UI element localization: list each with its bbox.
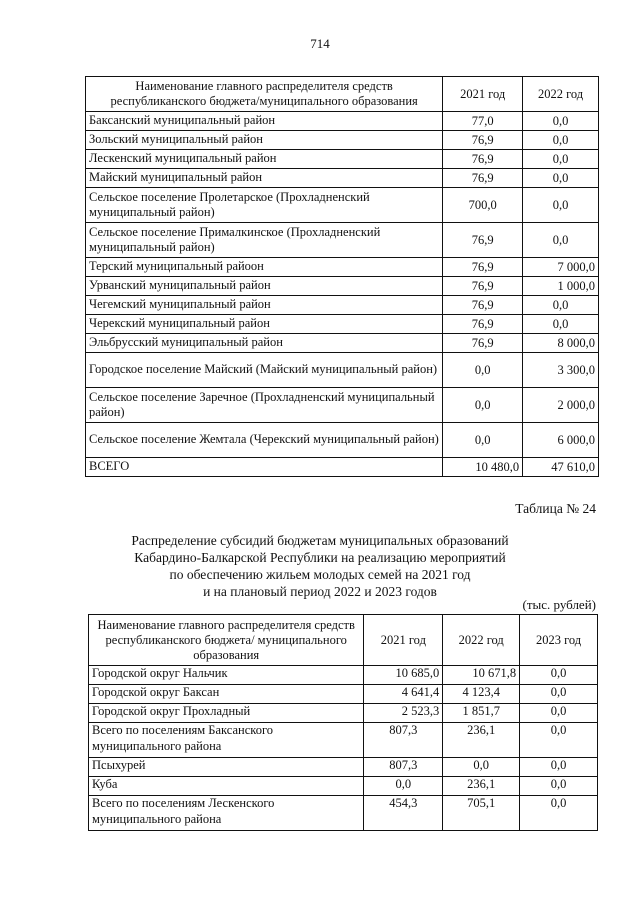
housing-subsidy-table (88, 614, 598, 831)
row-name: Городской округ Нальчик (89, 666, 364, 685)
table-row (86, 334, 599, 353)
row-name: Сельское поселение Жемтала (Черекский муниципальный район) (86, 423, 443, 458)
row-name: Сельское поселение Прималкинское (Прохладненский муниципальный район) (86, 223, 443, 258)
table-row (89, 666, 598, 685)
header-2021: 2021 год (364, 615, 443, 666)
value-2021: 76,9 (443, 296, 523, 315)
value-2021: 77,0 (443, 112, 523, 131)
table-header-row (86, 77, 599, 112)
value-2022: 8 000,0 (523, 334, 599, 353)
value-2022: 0,0 (443, 758, 520, 777)
row-name: Черекский муниципальный район (86, 315, 443, 334)
value-2021: 76,9 (443, 277, 523, 296)
value-2021: 0,0 (364, 777, 443, 796)
value-2022: 0,0 (523, 188, 599, 223)
value-2022: 0,0 (523, 296, 599, 315)
title-line: и на плановый период 2022 и 2023 годов (203, 584, 437, 599)
value-2022: 6 000,0 (523, 423, 599, 458)
value-2021: 76,9 (443, 131, 523, 150)
table-header-row (89, 615, 598, 666)
value-2022: 0,0 (523, 169, 599, 188)
row-name: Майский муниципальный район (86, 169, 443, 188)
value-2022: 4 123,4 (443, 685, 520, 704)
table-row (86, 296, 599, 315)
value-2023: 0,0 (520, 777, 598, 796)
row-name: Урванский муниципальный район (86, 277, 443, 296)
table-row (89, 723, 598, 758)
row-name: Зольский муниципальный район (86, 131, 443, 150)
value-2021: 2 523,3 (364, 704, 443, 723)
value-2022: 0,0 (523, 315, 599, 334)
row-name: Терский муниципальный райоон (86, 258, 443, 277)
value-2022: 1 000,0 (523, 277, 599, 296)
value-2021: 700,0 (443, 188, 523, 223)
row-name: Псыхурей (89, 758, 364, 777)
row-name: Эльбрусский муниципальный район (86, 334, 443, 353)
value-2022: 0,0 (523, 223, 599, 258)
value-2023: 0,0 (520, 666, 598, 685)
value-2021: 76,9 (443, 315, 523, 334)
value-2022: 0,0 (523, 112, 599, 131)
value-2022: 1 851,7 (443, 704, 520, 723)
table-row (86, 131, 599, 150)
value-2021: 0,0 (443, 353, 523, 388)
table-row (89, 758, 598, 777)
row-name: Сельское поселение Пролетарское (Прохладненский муниципальный район) (86, 188, 443, 223)
value-2021: 0,0 (443, 423, 523, 458)
table-row (89, 777, 598, 796)
value-2023: 0,0 (520, 723, 598, 758)
row-name: Городской округ Баксан (89, 685, 364, 704)
row-name: Городское поселение Майский (Майский муниципальный район) (86, 353, 443, 388)
row-name: Лескенский муниципальный район (86, 150, 443, 169)
table-number-label: Таблица № 24 (515, 501, 596, 516)
table-row (86, 315, 599, 334)
table-row (86, 150, 599, 169)
table-row (86, 112, 599, 131)
total-row (86, 458, 599, 477)
value-2022: 0,0 (523, 150, 599, 169)
header-2021: 2021 год (443, 77, 523, 112)
header-2022: 2022 год (523, 77, 599, 112)
value-2022: 705,1 (443, 796, 520, 831)
row-name: Чегемский муниципальный район (86, 296, 443, 315)
title-line: Кабардино-Балкарской Республики на реализацию мероприятий (134, 550, 506, 565)
row-name: Городской округ Прохладный (89, 704, 364, 723)
table-title (0, 532, 640, 600)
value-2021: 10 480,0 (443, 458, 523, 477)
value-2022: 236,1 (443, 777, 520, 796)
value-2021: 807,3 (364, 723, 443, 758)
value-2021: 4 641,4 (364, 685, 443, 704)
value-2021: 76,9 (443, 150, 523, 169)
value-2022: 3 300,0 (523, 353, 599, 388)
table-row (86, 353, 599, 388)
table-row (86, 223, 599, 258)
value-2023: 0,0 (520, 704, 598, 723)
value-2022: 2 000,0 (523, 388, 599, 423)
value-2021: 10 685,0 (364, 666, 443, 685)
table-row (86, 423, 599, 458)
header-name: Наименование главного распределителя средств республиканского бюджета/ муниципального образования (89, 615, 364, 666)
row-name: Баксанский муниципальный район (86, 112, 443, 131)
title-line: Распределение субсидий бюджетам муниципальных образований (131, 533, 509, 548)
table-row (89, 704, 598, 723)
row-name: Всего по поселениям Лескенского муниципального района (89, 796, 364, 831)
subsidy-table-2021-2022 (85, 76, 599, 477)
header-2023: 2023 год (520, 615, 598, 666)
row-name: Всего по поселениям Баксанского муниципального района (89, 723, 364, 758)
table-row (89, 685, 598, 704)
value-2022: 236,1 (443, 723, 520, 758)
value-2023: 0,0 (520, 796, 598, 831)
header-2022: 2022 год (443, 615, 520, 666)
value-2021: 76,9 (443, 334, 523, 353)
value-2022: 10 671,8 (443, 666, 520, 685)
value-2021: 76,9 (443, 258, 523, 277)
value-2021: 454,3 (364, 796, 443, 831)
value-2021: 0,0 (443, 388, 523, 423)
table-row (86, 388, 599, 423)
table-row (86, 258, 599, 277)
value-2022: 7 000,0 (523, 258, 599, 277)
table-row (86, 169, 599, 188)
page-number: 714 (310, 36, 330, 51)
table-row (86, 188, 599, 223)
value-2023: 0,0 (520, 685, 598, 704)
units-label: (тыс. рублей) (522, 597, 596, 612)
title-line: по обеспечению жильем молодых семей на 2021 год (169, 567, 471, 582)
value-2021: 76,9 (443, 169, 523, 188)
header-name: Наименование главного распределителя средств республиканского бюджета/муниципального образования (86, 77, 443, 112)
row-name: Сельское поселение Заречное (Прохладненский муниципальный район) (86, 388, 443, 423)
value-2022: 0,0 (523, 131, 599, 150)
value-2021: 807,3 (364, 758, 443, 777)
value-2022: 47 610,0 (523, 458, 599, 477)
table-row (89, 796, 598, 831)
row-name: ВСЕГО (86, 458, 443, 477)
value-2023: 0,0 (520, 758, 598, 777)
value-2021: 76,9 (443, 223, 523, 258)
row-name: Куба (89, 777, 364, 796)
table-row (86, 277, 599, 296)
